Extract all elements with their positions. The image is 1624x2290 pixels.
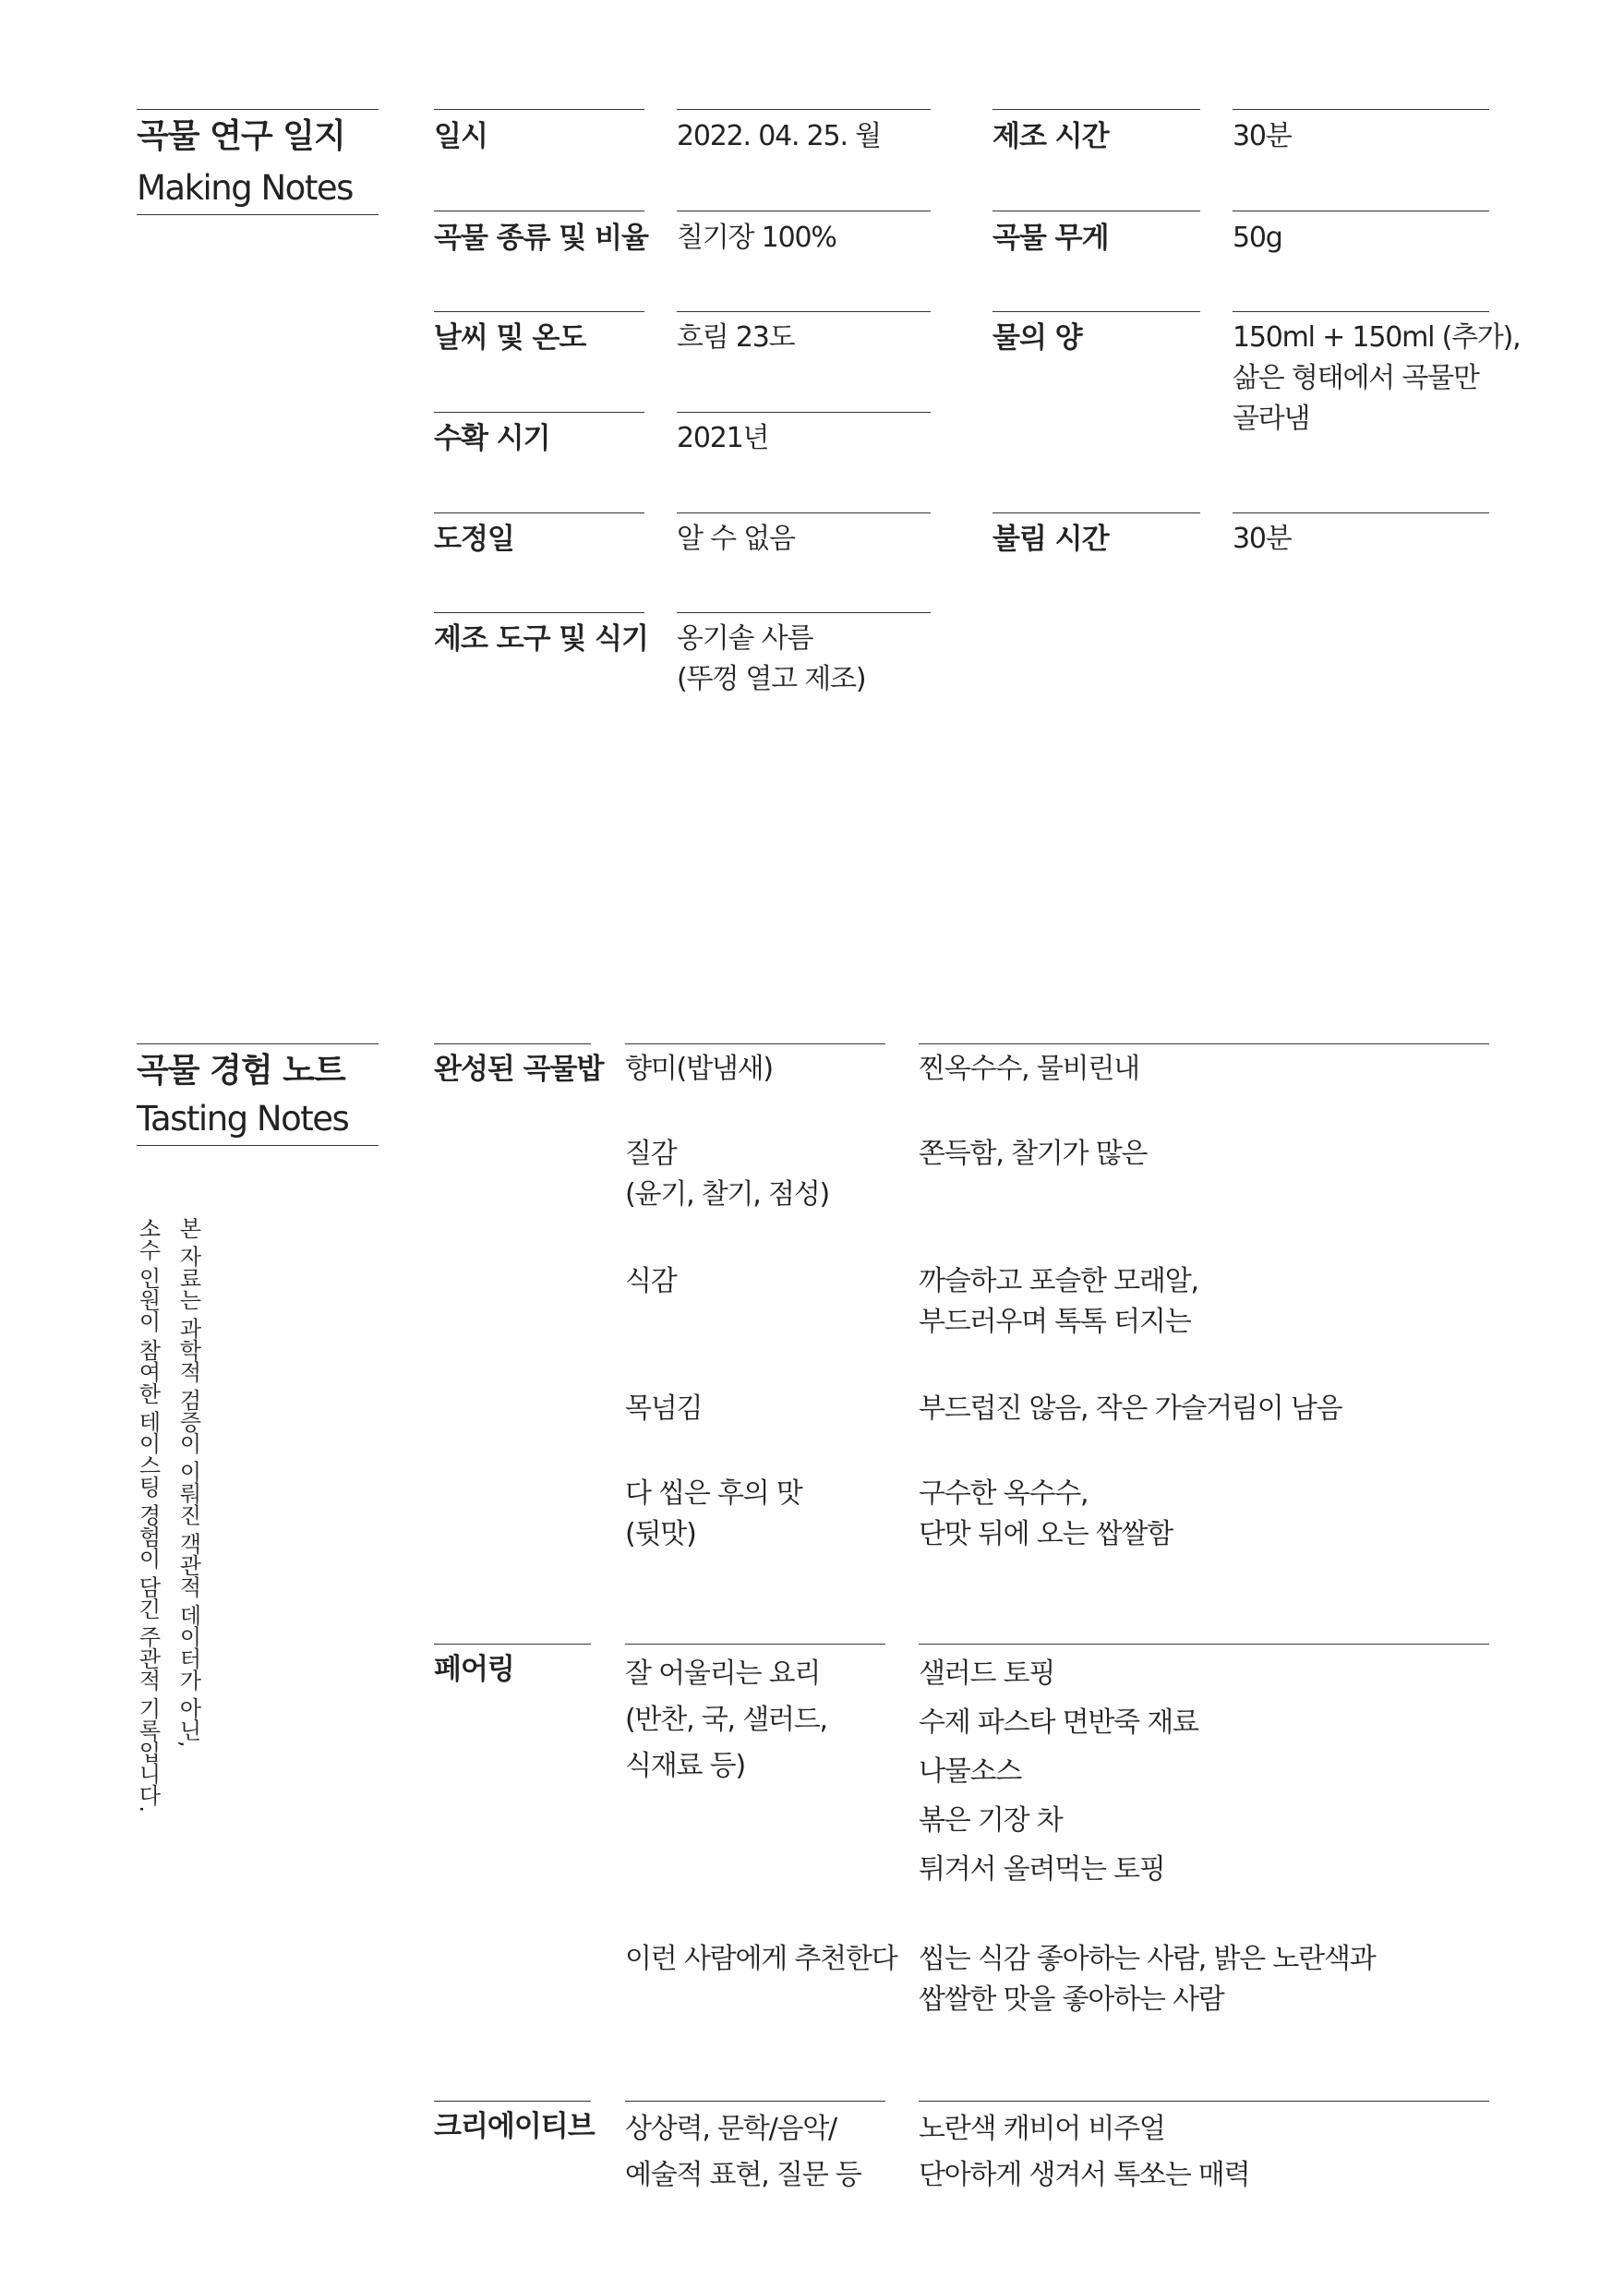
tools-value-line: (뚜껑 열고 제조) — [677, 663, 866, 695]
tasting-notes-title-rule-bottom — [137, 1145, 379, 1146]
rule-weather-value — [677, 311, 931, 312]
tools-value-line: 옹기솥 사름 — [677, 622, 813, 655]
swallow-sub: 목넘김 — [625, 1392, 703, 1425]
rule-milling-value — [677, 512, 931, 513]
creative-sub-line: 상상력, 문학/음악/ — [625, 2113, 836, 2145]
weather-value: 흐림 23도 — [677, 321, 795, 354]
pairing-dishes-desc-line: 볶은 기장 차 — [919, 1804, 1063, 1837]
milling-label: 도정일 — [434, 523, 514, 556]
group-pairing-label: 페어링 — [434, 1653, 514, 1686]
group-creative-label: 크리에이티브 — [434, 2110, 595, 2143]
tasting-disclaimer-line: 본 자료는 과학적 검증이 이뤄진 객관적 데이터가 아닌, — [175, 1217, 201, 1748]
texture-sub — [625, 1134, 829, 1215]
recommend-sub: 이런 사람에게 추천한다 — [625, 1943, 897, 1975]
water-value — [1233, 318, 1521, 440]
making-notes-title: 곡물 연구 일지 — [137, 117, 345, 155]
tasting-notes-subtitle: Tasting Notes — [137, 1099, 349, 1139]
water-label: 물의 양 — [992, 321, 1082, 355]
aftertaste-desc-line: 구수한 옥수수, — [919, 1477, 1089, 1510]
making-notes-title-rule-bottom — [137, 214, 379, 215]
mouthfeel-desc-line: 부드러우며 톡톡 터지는 — [919, 1306, 1191, 1338]
water-value-line: 골라냄 — [1233, 403, 1310, 435]
recommend-desc-line: 씹는 식감 좋아하는 사람, 밝은 노란색과 — [919, 1943, 1376, 1975]
texture-sub-line: 질감 — [625, 1138, 677, 1170]
grain-weight-label: 곡물 무게 — [992, 222, 1109, 255]
texture-desc: 쫀득함, 찰기가 많은 — [919, 1138, 1148, 1170]
mouthfeel-desc — [919, 1261, 1198, 1343]
tasting-disclaimer — [127, 1217, 209, 1813]
tasting-notes-title-rule-top — [137, 1043, 379, 1044]
swallow-desc: 부드럽진 않음, 작은 가슬거림이 남음 — [919, 1392, 1342, 1425]
soaking-label: 불림 시간 — [992, 523, 1109, 556]
creative-desc-line: 단아하게 생겨서 톡쏘는 매력 — [919, 2159, 1250, 2191]
aftertaste-sub-line: (뒷맛) — [625, 1518, 696, 1550]
rule-making-time-value — [1233, 109, 1489, 110]
milling-value: 알 수 없음 — [677, 523, 795, 555]
rule-group-creative-desc — [919, 2101, 1489, 2102]
rule-group-creative-sub — [625, 2101, 885, 2102]
making-time-value: 30분 — [1233, 120, 1292, 152]
aftertaste-sub — [625, 1474, 802, 1555]
pairing-dishes-desc-line: 샐러드 토핑 — [919, 1657, 1055, 1690]
rule-group-cooked-desc — [919, 1043, 1489, 1044]
pairing-dishes-sub-line: 잘 어울리는 요리 — [625, 1657, 821, 1690]
tools-value — [677, 619, 865, 700]
rule-harvest-value — [677, 412, 931, 413]
aroma-desc: 찐옥수수, 물비린내 — [919, 1053, 1139, 1085]
pairing-dishes-sub — [625, 1651, 827, 1790]
rule-group-creative-label — [434, 2101, 591, 2102]
aftertaste-sub-line: 다 씹은 후의 맛 — [625, 1477, 802, 1510]
harvest-label: 수확 시기 — [434, 422, 550, 455]
creative-desc — [919, 2106, 1249, 2199]
recommend-desc — [919, 1939, 1376, 2020]
rule-group-pairing-sub — [625, 1644, 885, 1645]
rule-soaking-value — [1233, 512, 1489, 513]
weather-label: 날씨 및 온도 — [434, 321, 586, 355]
rule-group-cooked-label — [434, 1043, 591, 1044]
pairing-dishes-sub-line: 식재료 등) — [625, 1750, 745, 1782]
soaking-value: 30분 — [1233, 523, 1292, 555]
rule-water-value — [1233, 311, 1489, 312]
making-time-label: 제조 시간 — [992, 120, 1109, 153]
grain-type-value: 칠기장 100% — [677, 222, 836, 254]
pairing-dishes-sub-line: (반찬, 국, 샐러드, — [625, 1704, 827, 1736]
water-value-line: 삶은 형태에서 곡물만 — [1233, 362, 1479, 394]
pairing-dishes-desc-line: 수제 파스타 면반죽 재료 — [919, 1706, 1198, 1739]
pairing-dishes-desc-line: 나물소스 — [919, 1755, 1022, 1788]
tasting-notes-title: 곡물 경험 노트 — [137, 1052, 345, 1090]
creative-sub — [625, 2106, 861, 2199]
aftertaste-desc — [919, 1474, 1173, 1555]
creative-desc-line: 노란색 캐비어 비주얼 — [919, 2113, 1165, 2145]
tools-label: 제조 도구 및 식기 — [434, 622, 648, 656]
rule-milling-label — [434, 512, 644, 513]
rule-group-pairing-desc — [919, 1644, 1489, 1645]
aroma-sub: 향미(밥냄새) — [625, 1053, 773, 1085]
making-notes-title-rule-top — [137, 109, 379, 110]
harvest-value: 2021년 — [677, 422, 769, 454]
grain-weight-value: 50g — [1233, 222, 1282, 254]
creative-sub-line: 예술적 표현, 질문 등 — [625, 2159, 861, 2191]
aftertaste-desc-line: 단맛 뒤에 오는 쌉쌀함 — [919, 1518, 1173, 1550]
tasting-disclaimer-line: 소수 인원이 참여한 테이스팅 경험이 담긴 주관적 기록입니다. — [135, 1217, 161, 1813]
recommend-desc-line: 쌉쌀한 맛을 좋아하는 사람 — [919, 1983, 1224, 2016]
pairing-dishes-desc-line: 튀겨서 올려먹는 토핑 — [919, 1853, 1165, 1886]
rule-tools-label — [434, 612, 644, 613]
date-value: 2022. 04. 25. 월 — [677, 120, 881, 152]
rule-weather-label — [434, 311, 644, 312]
rule-water-label — [992, 311, 1200, 312]
making-notes-subtitle: Making Notes — [137, 168, 353, 208]
water-value-line: 150ml + 150ml (추가), — [1233, 321, 1521, 354]
mouthfeel-desc-line: 까슬하고 포슬한 모래알, — [919, 1265, 1198, 1297]
rule-making-time-label — [992, 109, 1200, 110]
date-label: 일시 — [434, 120, 487, 153]
grain-type-label: 곡물 종류 및 비율 — [434, 222, 648, 255]
pairing-dishes-desc — [919, 1649, 1198, 1894]
texture-sub-line: (윤기, 찰기, 점성) — [625, 1178, 830, 1211]
rule-soaking-label — [992, 512, 1200, 513]
mouthfeel-sub: 식감 — [625, 1265, 677, 1297]
rule-tools-value — [677, 612, 931, 613]
group-cooked-label: 완성된 곡물밥 — [434, 1053, 604, 1086]
rule-group-cooked-sub — [625, 1043, 885, 1044]
rule-harvest-label — [434, 412, 644, 413]
rule-group-pairing-label — [434, 1644, 591, 1645]
rule-date-label — [434, 109, 644, 110]
rule-date-value — [677, 109, 931, 110]
